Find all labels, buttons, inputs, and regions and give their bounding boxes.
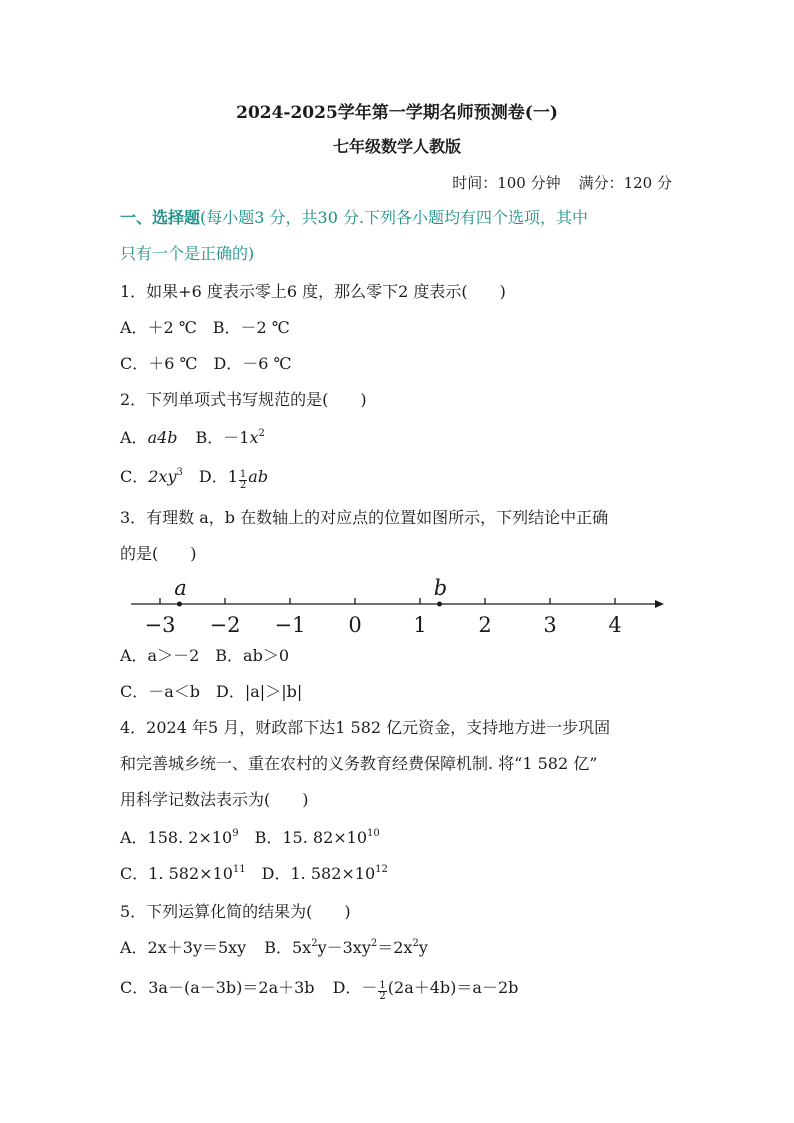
- q2-option-c: 2xy: [148, 467, 177, 486]
- q2-options-ab: A．a4b B．$-1x^2$: [120, 428, 265, 447]
- q2-stem: 2．下列单项式书写规范的是( ): [120, 390, 367, 409]
- point-a-label: a: [174, 576, 187, 600]
- q3-stem-line1: 3．有理数 a，b 在数轴上的对应点的位置如图所示，下列结论中正确: [120, 508, 609, 527]
- q3-option-d: D．|a|＞|b|: [216, 682, 303, 701]
- q5-option-a: A．2x＋3y＝5xy: [120, 938, 247, 957]
- exam-title: 2024-2025学年第一学期名师预测卷(一): [236, 103, 558, 123]
- q4-stem-line2: 和完善城乡统一、重在农村的义务教育经费保障机制. 将“1 582 亿”: [120, 754, 598, 773]
- q4-stem-line3: 用科学记数法表示为( ): [120, 790, 309, 809]
- tick-label: 4: [608, 613, 622, 637]
- q4-option-a: A．158. 2×10: [120, 828, 233, 847]
- number-line: [131, 576, 664, 637]
- q1-option-d: D．－6 ℃: [213, 354, 292, 373]
- q3-option-a: A．a＞－2: [120, 646, 200, 665]
- tick-label: 3: [543, 613, 557, 637]
- point-a-dot: [177, 602, 182, 607]
- q2-option-d: ab: [248, 467, 269, 486]
- q2-option-a: a4b: [147, 428, 178, 447]
- q1-option-b: B．－2 ℃: [212, 318, 290, 337]
- q3-option-b: B．ab＞0: [215, 646, 290, 665]
- q1-option-a: A．＋2 ℃: [120, 318, 197, 337]
- tick-label: −3: [144, 613, 176, 637]
- number-line-figure: [0, 575, 794, 645]
- exam-meta: [452, 172, 672, 193]
- q1-option-c: C．＋6 ℃: [120, 354, 198, 373]
- section-note-line2: 只有一个是正确的): [120, 244, 255, 263]
- tick-label: 1: [413, 613, 427, 637]
- q3-options-cd: [120, 682, 302, 702]
- section-heading: 一、选择题(每小题3 分，共30 分.下列各小题均有四个选项，其中: [120, 208, 589, 227]
- q2-options-cd: C．$2xy^3$ D．1 $\frac{1}{2}$ ab: [120, 467, 269, 491]
- q4-option-b: B．15. 82×10: [254, 828, 368, 847]
- q3-option-c: C．－a＜b: [120, 682, 201, 701]
- q3-stem-line2: 的是( ): [120, 544, 197, 563]
- number-line-arrow: [655, 600, 664, 608]
- q4-options-ab: A．158. $2\times 10^9$ B．15. $82\times 10^{10}$: [120, 828, 380, 847]
- q5-fraction: $\frac{1}{2}$: [379, 980, 386, 1002]
- section-note: (每小题3 分，共30 分.下列各小题均有四个选项，其中: [200, 208, 589, 227]
- q4-option-c: C．1. 582×10: [120, 864, 233, 883]
- tick-label: 0: [348, 613, 362, 637]
- q5-stem: 5．下列运算化简的结果为( ): [120, 902, 351, 921]
- point-b-dot: [437, 602, 442, 607]
- tick-label: 2: [478, 613, 492, 637]
- q5-options-cd: [120, 978, 518, 1002]
- q2-option-b: x: [249, 428, 259, 447]
- tick-label: −2: [209, 613, 241, 637]
- exam-subtitle: 七年级数学人教版: [332, 137, 461, 156]
- q1-options-ab: [120, 318, 290, 338]
- q4-options-cd: C．1. $582\times 10^{11}$ D．1. $582\times 10^{12}$: [120, 864, 388, 883]
- q5-options-ab: [120, 938, 428, 958]
- q5-option-b: B．$5x^2y-3xy^2=2x^2y$: [264, 938, 428, 957]
- tick-label: −1: [274, 613, 306, 637]
- q1-stem: 1．如果+6 度表示零上6 度，那么零下2 度表示( ): [120, 282, 506, 301]
- q2-fraction: $\frac{1}{2}$: [239, 469, 247, 491]
- q4-stem-line1: 4．2024 年5 月，财政部下达1 582 亿元资金，支持地方进一步巩固: [120, 718, 611, 737]
- score-label: 满分：120 分: [578, 174, 672, 192]
- q3-options-ab: [120, 646, 289, 666]
- time-label: 时间：100 分钟: [452, 174, 561, 192]
- point-b-label: b: [433, 576, 448, 600]
- q1-options-cd: [120, 354, 291, 374]
- q5-option-c: C．3a－(a－3b)＝2a＋3b: [120, 978, 315, 997]
- q4-option-d: D．1. 582×10: [261, 864, 376, 883]
- q5-option-d: D．－ $\frac{1}{2}$ (2a＋4b)＝a－2b: [332, 978, 519, 1002]
